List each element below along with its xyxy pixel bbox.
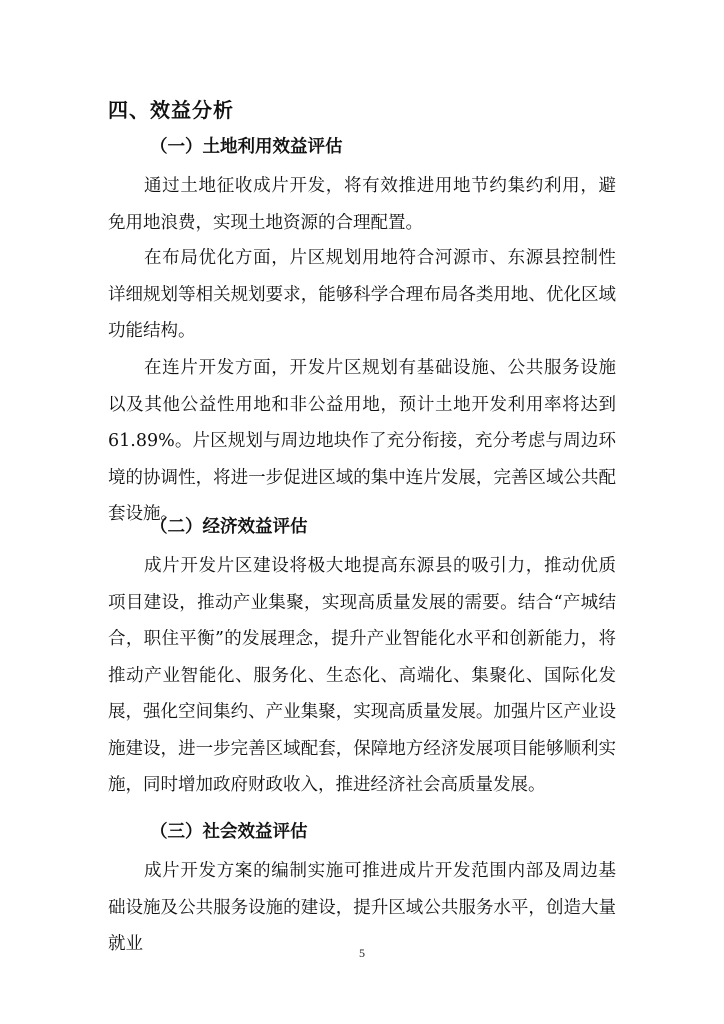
paragraph-land-3: 在连片开发方面，开发片区规划有基础设施、公共服务设施以及其他公益性用地和非公益用地，预计土地开发利用率将达到61.89%。片区规划与周边地块作了充分衔接，充分考虑与周边环境的协调性，将进一步促进区域的集中连片发展，完善区域公共配套设施。 xyxy=(108,358,616,524)
paragraph-social-1: 成片开发方案的编制实施可推进成片开发范围内部及周边基础设施及公共服务设施的建设，提升区域公共服务水平，创造大量就业 xyxy=(108,861,616,954)
paragraph-land-1: 通过土地征收成片开发，将有效推进用地节约集约利用，避免用地浪费，实现土地资源的合理配置。 xyxy=(108,176,616,233)
paragraph-land-2: 在布局优化方面，片区规划用地符合河源市、东源县控制性详细规划等相关规划要求，能够科学合理布局各类用地、优化区域功能结构。 xyxy=(108,248,616,341)
page-number: 5 xyxy=(359,946,365,960)
subsection-heading-social: （三）社会效益评估 xyxy=(150,822,308,842)
subsection-heading-land: （一）土地利用效益评估 xyxy=(150,137,343,157)
section-title: 四、效益分析 xyxy=(108,98,234,122)
paragraph-economic-1: 成片开发片区建设将极大地提高东源县的吸引力，推动优质项目建设，推动产业集聚，实现高质量发展的需要。结合“产城结合，职住平衡”的发展理念，提升产业智能化水平和创新能力，将推动产业智能化、服务化、生态化、高端化、集聚化、国际化发展，强化空间集约、产业集聚，实现高质量发展。加强片区产业设施建设，进一步完善区域配套，保障地方经济发展项目能够顺利实施，同时增加政府财政收入，推进经济社会高质量发展。 xyxy=(108,556,616,795)
subsection-heading-economic: （二）经济效益评估 xyxy=(150,517,308,537)
